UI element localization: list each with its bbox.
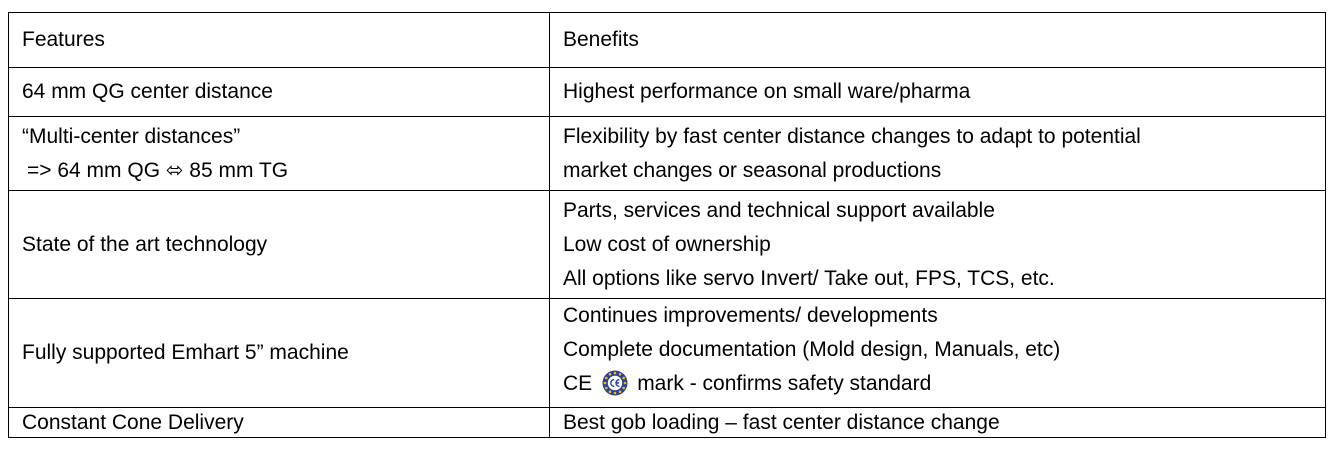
feature-cell — [9, 68, 550, 117]
benefit-cell — [550, 408, 1326, 438]
benefit-cell — [550, 117, 1326, 191]
benefit-text: Flexibility by fast center distance changes to adapt to potential — [563, 124, 1141, 148]
header-features: Features — [9, 13, 550, 68]
feature-cell — [9, 299, 550, 408]
feature-text: Constant Cone Delivery — [22, 410, 244, 434]
benefit-cell — [550, 68, 1326, 117]
benefit-text: Best gob loading – fast center distance change — [563, 410, 1000, 434]
feature-text: 64 mm QG center distance — [22, 80, 273, 103]
table-row — [9, 68, 1326, 117]
benefit-text: Parts, services and technical support available — [563, 198, 995, 222]
feature-text: Fully supported Emhart 5” machine — [22, 341, 349, 364]
ce-approval-seal-icon — [602, 370, 628, 407]
feature-cell — [9, 191, 550, 299]
benefit-cell — [550, 191, 1326, 299]
features-benefits-table — [8, 12, 1326, 438]
benefit-text: CE — [563, 372, 593, 395]
table-row — [9, 117, 1326, 191]
benefit-cell — [550, 299, 1326, 408]
feature-text: State of the art technology — [22, 232, 268, 256]
benefit-text: mark - confirms safety standard — [637, 372, 932, 395]
table-row — [9, 408, 1326, 438]
table-row — [9, 299, 1326, 408]
benefit-text: Highest performance on small ware/pharma — [563, 80, 971, 103]
benefit-text: All options like servo Invert/ Take out, FPS, TCS, etc. — [563, 266, 1055, 290]
benefit-text: Low cost of ownership — [563, 232, 771, 256]
feature-cell — [9, 117, 550, 191]
table-row — [9, 191, 1326, 299]
benefit-text: Complete documentation (Mold design, Manuals, etc) — [563, 338, 1061, 361]
benefit-text: market changes or seasonal productions — [563, 158, 942, 182]
header-benefits: Benefits — [550, 13, 1326, 68]
feature-text: => 64 mm QG ⬄ 85 mm TG — [27, 158, 289, 182]
feature-text: “Multi-center distances” — [22, 124, 241, 148]
feature-cell — [9, 408, 550, 438]
table-header-row — [9, 13, 1326, 68]
benefit-ce-line — [563, 367, 1313, 407]
benefit-text: Continues improvements/ developments — [563, 304, 938, 327]
